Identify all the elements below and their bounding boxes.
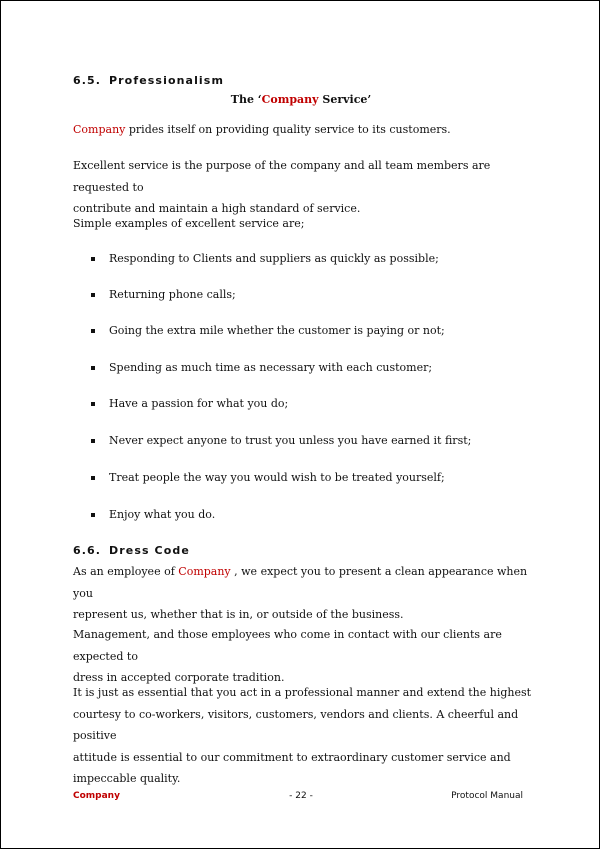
list-item: Treat people the way you would wish to be treated yourself;: [109, 471, 445, 484]
list-item: Enjoy what you do.: [109, 508, 216, 521]
section-6-6-heading: [73, 544, 190, 557]
bullet-marker: [91, 329, 95, 333]
paragraph-excellent-service: Excellent service is the purpose of the company and all team members are requested to contribute and maintain a high standard of service.: [73, 159, 491, 215]
company-name: Company: [73, 123, 126, 136]
bullet-marker: [91, 513, 95, 517]
bullet-marker: [91, 293, 95, 297]
page-number: - 22 -: [289, 791, 313, 801]
footer-company: Company: [73, 791, 120, 801]
footer-manual-title: Protocol Manual: [451, 791, 523, 801]
list-item: Going the extra mile whether the customer is paying or not;: [109, 324, 445, 337]
service-title: The ‘Company Service’: [230, 93, 372, 106]
company-name: Company: [178, 565, 231, 578]
company-name: Company: [261, 93, 319, 106]
paragraph-professional-manner: It is just as essential that you act in a professional manner and extend the highest courtesy to co-workers, visitors, customers, vendors and clients. A cheerful and positive attitude is essential to our commitment to extraordinary customer service and impeccable quality.: [73, 686, 532, 785]
section-6-5-heading: [73, 74, 224, 87]
bullet-marker: [91, 439, 95, 443]
bullet-marker: [91, 366, 95, 370]
section-number: 6.5.: [73, 74, 102, 87]
list-item: Responding to Clients and suppliers as quickly as possible;: [109, 252, 439, 265]
list-item: Spending as much time as necessary with each customer;: [109, 361, 433, 374]
section-title: Dress Code: [109, 544, 190, 557]
bullet-marker: [91, 476, 95, 480]
bullet-marker: [91, 402, 95, 406]
paragraph-examples-intro: Simple examples of excellent service are;: [73, 217, 305, 230]
section-title: Professionalism: [109, 74, 225, 87]
paragraph-dress-appearance: As an employee of Company , we expect you to present a clean appearance when you represent us, whether that is in, or outside of the business.: [73, 565, 528, 621]
list-item: Returning phone calls;: [109, 288, 236, 301]
paragraph-pride: Company prides itself on providing quality service to its customers.: [73, 123, 451, 136]
bullet-marker: [91, 257, 95, 261]
section-number: 6.6.: [73, 544, 102, 557]
paragraph-dress-tradition: Management, and those employees who come in contact with our clients are expected to dress in accepted corporate tradition.: [73, 628, 502, 684]
list-item: Have a passion for what you do;: [109, 397, 289, 410]
list-item: Never expect anyone to trust you unless you have earned it first;: [109, 434, 472, 447]
